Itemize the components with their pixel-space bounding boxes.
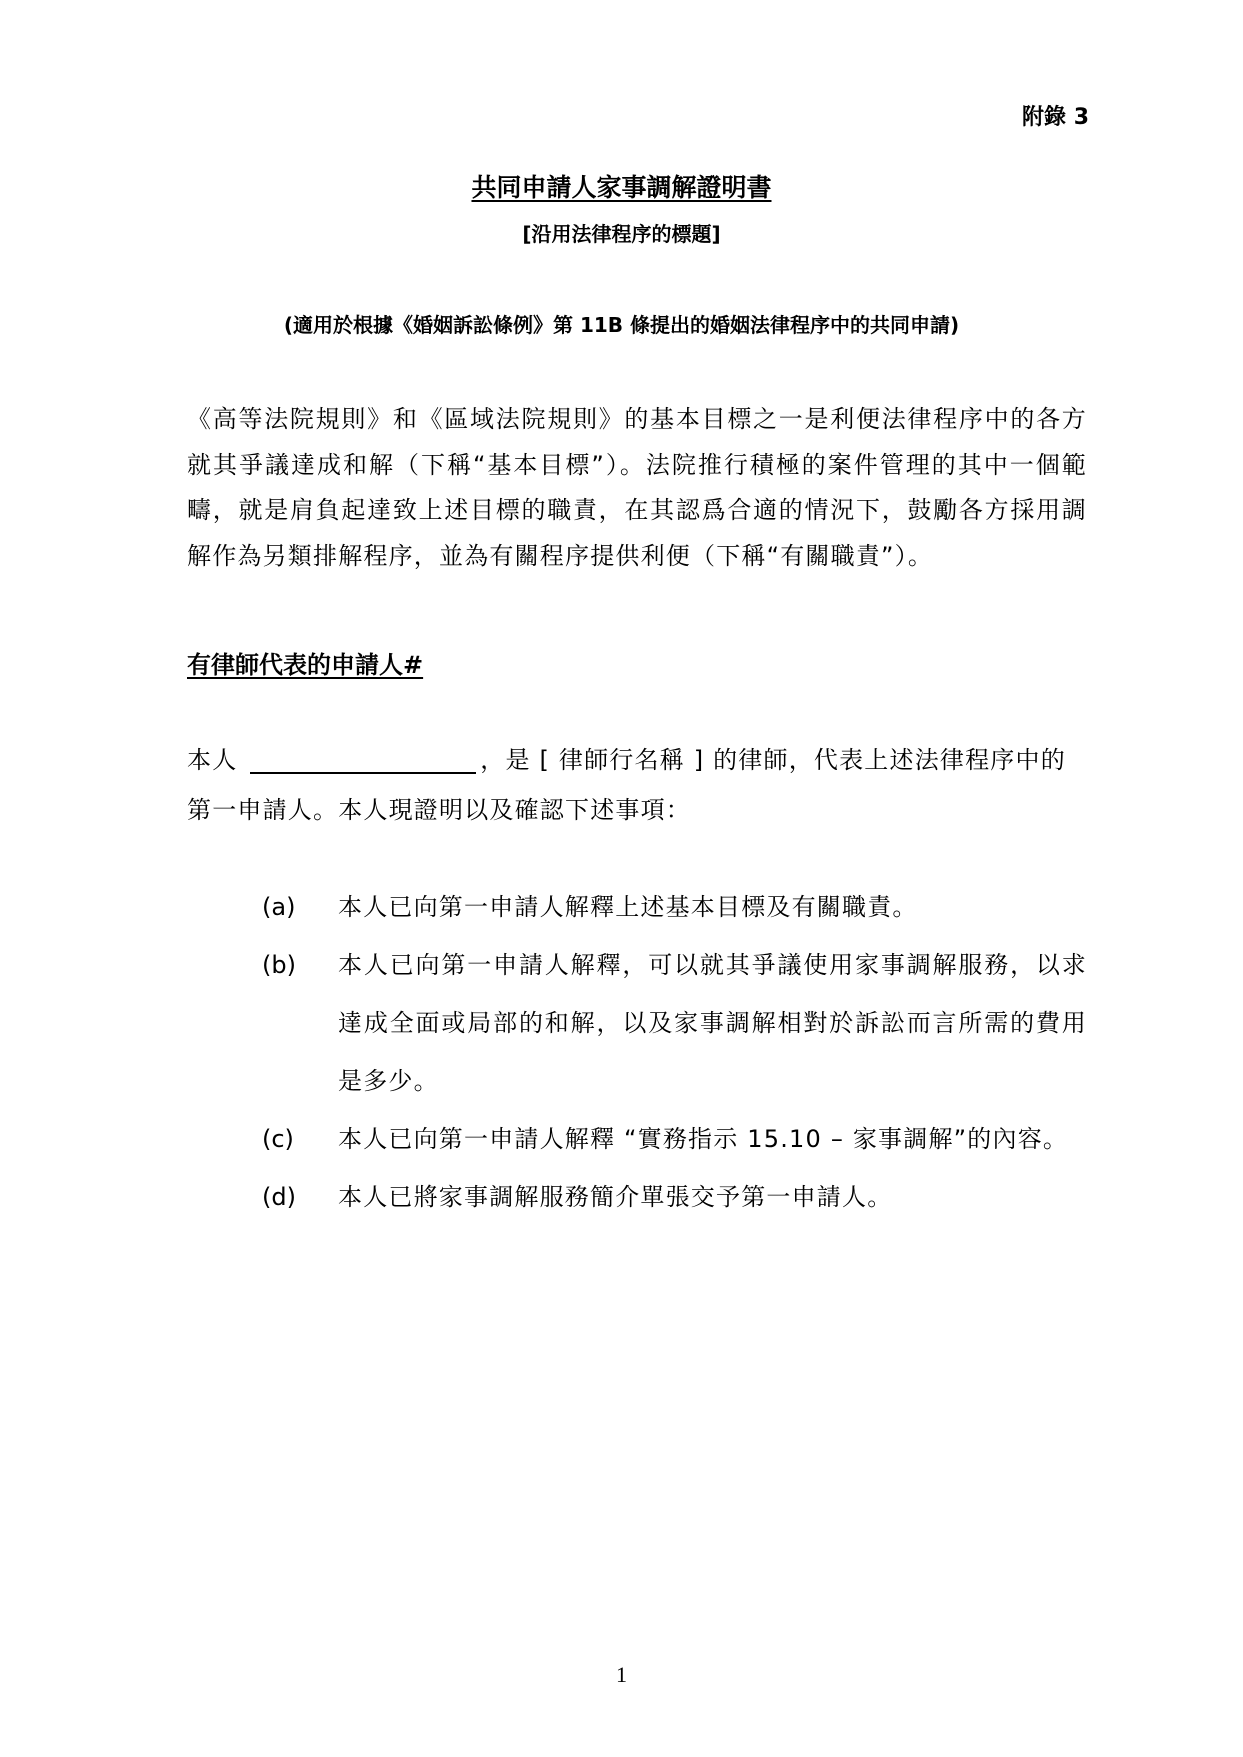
statement-prefix: 本人 <box>187 746 238 774</box>
item-text: 本人已向第一申請人解釋 “實務指示 15.10 – 家事調解”的內容。 <box>338 1125 1069 1153</box>
section-heading: 有律師代表的申請人# <box>187 651 424 679</box>
document-title: 共同申請人家事調解證明書 <box>471 173 772 202</box>
item-label: (c) <box>262 1125 294 1153</box>
list-item <box>262 936 1087 1110</box>
item-label: (b) <box>262 951 296 979</box>
statement-suffix: ，是 [ 律師行名稱 ] 的律師，代表上述法律程序中的第一申請人。本人現證明以及確認下述事項： <box>187 746 1066 824</box>
name-blank-field[interactable] <box>250 746 476 774</box>
list-item <box>262 1110 1087 1168</box>
solicitor-statement <box>187 735 1087 835</box>
applicability-note: (適用於根據《婚姻訴訟條例》第 11B 條提出的婚姻法律程序中的共同申請) <box>283 313 960 337</box>
confirmation-list <box>262 878 1087 1226</box>
intro-paragraph: 《高等法院規則》和《區域法院規則》的基本目標之一是利便法律程序中的各方就其爭議達成和解（下稱“基本目標”）。法院推行積極的案件管理的其中一個範疇，就是肩負起達致上述目標的職責，在其認爲合適的情況下，鼓勵各方採用調解作為另類排解程序，並為有關程序提供利便（下稱“有關職責”）。 <box>187 405 1087 570</box>
list-item <box>262 1168 1087 1226</box>
item-text: 本人已向第一申請人解釋上述基本目標及有關職責。 <box>338 893 918 921</box>
appendix-label: 附錄 3 <box>1022 105 1089 130</box>
item-label: (a) <box>262 893 296 921</box>
item-label: (d) <box>262 1183 296 1211</box>
item-text: 本人已向第一申請人解釋，可以就其爭議使用家事調解服務，以求達成全面或局部的和解，以及家事調解相對於訴訟而言所需的費用是多少。 <box>338 951 1087 1095</box>
item-text: 本人已將家事調解服務簡介單張交予第一申請人。 <box>338 1183 893 1211</box>
page-number: 1 <box>616 1662 627 1687</box>
document-subtitle: [沿用法律程序的標題] <box>522 222 721 246</box>
list-item <box>262 878 1087 936</box>
